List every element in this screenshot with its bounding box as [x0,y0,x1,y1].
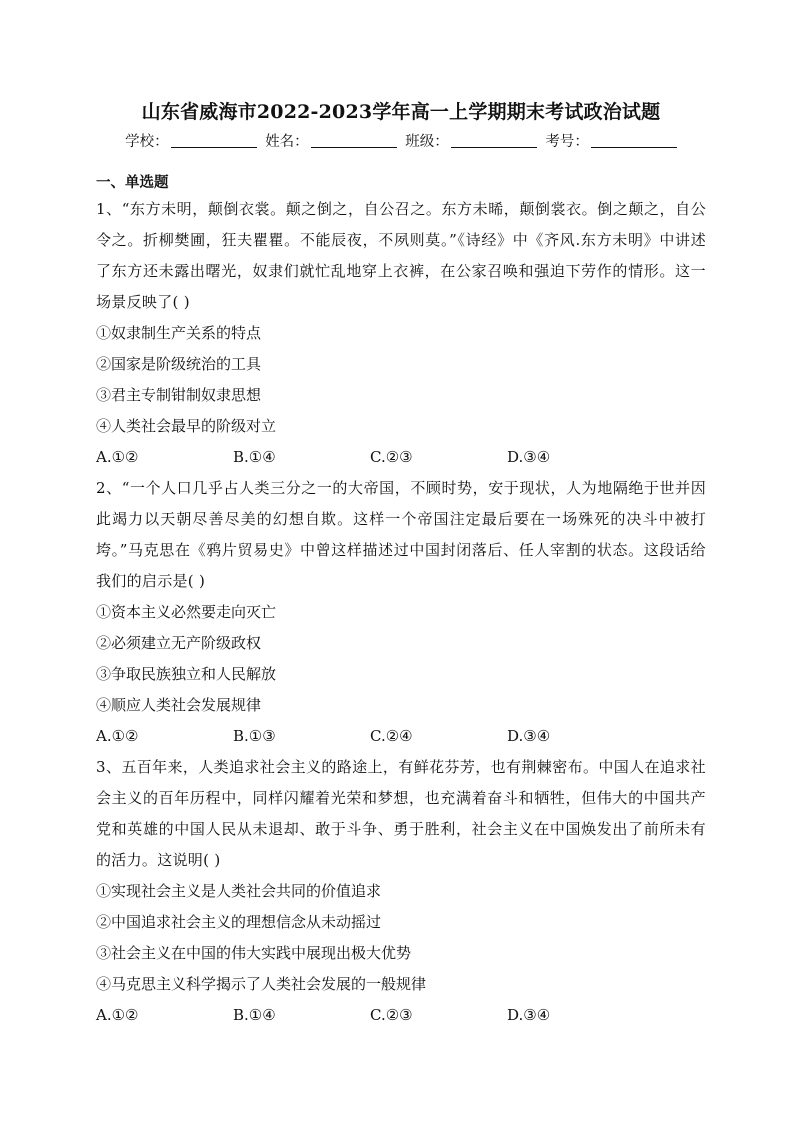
section-title: 一、单选题 [96,174,169,191]
statement-item: ①资本主义必然要走向灭亡 [96,603,277,621]
exam-number-blank[interactable] [591,133,677,148]
page-title: 山东省威海市2022-2023学年高一上学期期末考试政治试题 [141,101,661,123]
question-1 [96,194,706,473]
choice-b[interactable]: B.①④ [233,448,276,466]
statement-item: ③君主专制钳制奴隶思想 [96,386,262,404]
name-label: 姓名： [265,134,309,150]
school-blank[interactable] [171,133,257,148]
statement-item: ②国家是阶级统治的工具 [96,355,262,373]
student-info-line [96,130,706,154]
name-field [265,130,397,154]
choice-a[interactable]: A.①② [96,448,139,466]
exam-number-label: 考号： [545,134,589,150]
exam-number-field [545,130,677,154]
class-blank[interactable] [451,133,537,148]
answer-choices [96,442,706,473]
choice-b[interactable]: B.①③ [233,727,276,745]
question-stem: 3、五百年来，人类追求社会主义的路途上，有鲜花芬芳，也有荆棘密布。中国人在追求社会主义的百年历程中，同样闪耀着光荣和梦想，也充满着奋斗和牺牲，但伟大的中国共产党和英雄的中国人民从未退却、敢于斗争、勇于胜利，社会主义在中国焕发出了前所未有的活力。这说明( ) [96,758,706,869]
choice-c[interactable]: C.②④ [370,727,413,745]
choice-a[interactable]: A.①② [96,727,139,745]
choice-d[interactable]: D.③④ [507,727,551,745]
class-field [405,130,537,154]
statement-item: ④顺应人类社会发展规律 [96,696,262,714]
choice-a[interactable]: A.①② [96,1006,139,1024]
choice-d[interactable]: D.③④ [507,448,551,466]
statement-item: ②中国追求社会主义的理想信念从未动摇过 [96,913,382,931]
statement-item: ②必须建立无产阶级政权 [96,634,262,652]
school-label: 学校： [125,134,169,150]
school-field [125,130,257,154]
statement-item: ④人类社会最早的阶级对立 [96,417,277,435]
choice-c[interactable]: C.②③ [370,448,413,466]
question-3 [96,752,706,1031]
choice-c[interactable]: C.②③ [370,1006,413,1024]
statement-item: ③社会主义在中国的伟大实践中展现出极大优势 [96,944,412,962]
statement-item: ④马克思主义科学揭示了人类社会发展的一般规律 [96,975,427,993]
question-2 [96,473,706,752]
question-stem: 2、“一个人口几乎占人类三分之一的大帝国，不顾时势，安于现状，人为地隔绝于世并因此竭力以天朝尽善尽美的幻想自欺。这样一个帝国注定最后要在一场殊死的决斗中被打垮。”马克思在《鸦片贸易史》中曾这样描述过中国封闭落后、任人宰割的状态。这段话给我们的启示是( ) [96,479,706,590]
choice-d[interactable]: D.③④ [507,1006,551,1024]
statement-item: ①奴隶制生产关系的特点 [96,324,262,342]
answer-choices [96,721,706,752]
answer-choices [96,1000,706,1031]
statement-item: ①实现社会主义是人类社会共同的价值追求 [96,882,382,900]
statement-item: ③争取民族独立和人民解放 [96,665,277,683]
name-blank[interactable] [311,133,397,148]
class-label: 班级： [405,134,449,150]
choice-b[interactable]: B.①④ [233,1006,276,1024]
question-stem: 1、“东方未明，颠倒衣裳。颠之倒之，自公召之。东方未晞，颠倒裳衣。倒之颠之，自公令之。折柳樊圃，狂夫瞿瞿。不能辰夜，不夙则莫。”《诗经》中《齐风.东方未明》中讲述了东方还未露出曙光，奴隶们就忙乱地穿上衣裤，在公家召唤和强迫下劳作的情形。这一场景反映了( ) [96,200,706,311]
